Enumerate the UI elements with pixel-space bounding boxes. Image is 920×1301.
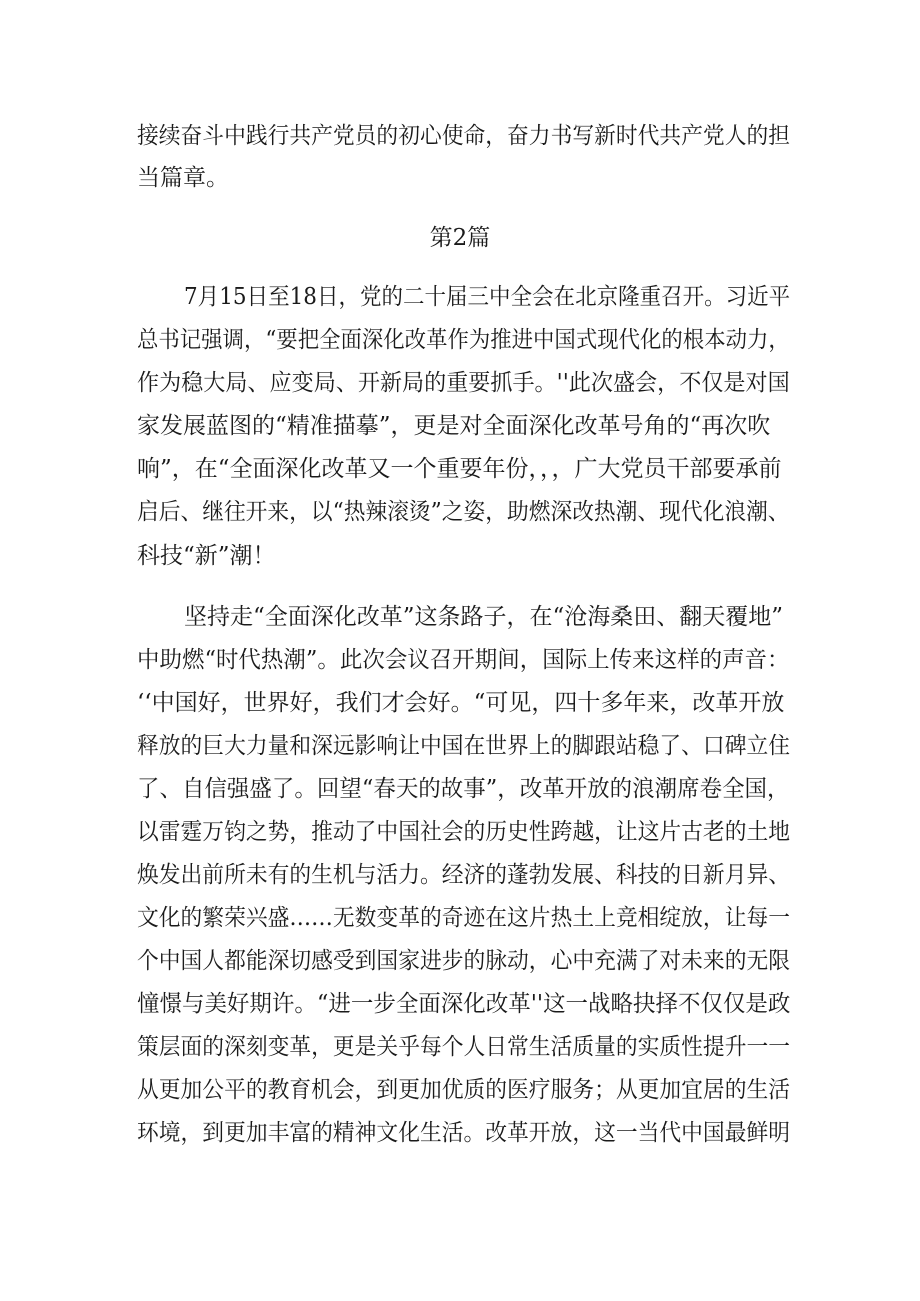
text-line: 总书记强调，“要把全面深化改革作为推进中国式现代化的根本动力， xyxy=(137,327,790,353)
text-line: 接续奋斗中践行共产党员的初心使命，奋力书写新时代共产党人的担 xyxy=(137,123,790,149)
text-line: 家发展蓝图的“精准描摹”，更是对全面深化改革号角的“再次吹 xyxy=(137,413,771,439)
text-line: 从更加公平的教育机会，到更加优质的医疗服务；从更加宜居的生活 xyxy=(137,1077,790,1103)
text-line: 释放的巨大力量和深远影响让中国在世界上的脚跟站稳了、口碑立住 xyxy=(137,733,790,759)
text-line: 文化的繁荣兴盛……无数变革的奇迹在这片热土上竞相绽放，让每一 xyxy=(137,905,790,931)
text-line: 焕发出前所未有的生机与活力。经济的蓬勃发展、科技的日新月异、 xyxy=(137,862,790,888)
text-line: 憧憬与美好期许。“进一步全面深化改革''这一战略抉择不仅仅是政 xyxy=(137,991,791,1017)
text-line: 7月15日至18日，党的二十届三中全会在北京隆重召开。习近平 xyxy=(184,284,791,310)
text-line: 中助燃“时代热潮”。此次会议召开期间，国际上传来这样的声音： xyxy=(137,647,790,673)
text-line: 作为稳大局、应变局、开新局的重要抓手。''此次盛会，不仅是对国 xyxy=(137,370,790,396)
text-line: 坚持走“全面深化改革”这条路子，在“沧海桑田、翻天覆地” xyxy=(184,604,784,630)
text-line: 策层面的深刻变革，更是关乎每个人日常生活质量的实质性提升一一 xyxy=(137,1034,790,1060)
section-title: 第2篇 xyxy=(429,225,491,251)
text-line: 个中国人都能深切感受到国家进步的脉动，心中充满了对未来的无限 xyxy=(137,948,790,974)
text-line: 环境，到更加丰富的精神文化生活。改革开放，这一当代中国最鲜明 xyxy=(137,1120,790,1146)
text-line: 响”，在“全面深化改革又一个重要年份，，，广大党员干部要承前 xyxy=(137,456,782,482)
text-line: 科技“新”潮！ xyxy=(137,543,276,569)
text-line: 启后、继往开来，以“热辣滚烫”之姿，助燃深改热潮、现代化浪潮、 xyxy=(137,499,790,525)
text-line: 以雷霆万钧之势，推动了中国社会的历史性跨越，让这片古老的土地 xyxy=(137,819,790,845)
text-line: 了、自信强盛了。回望“春天的故事”，改革开放的浪潮席卷全国， xyxy=(137,776,790,802)
text-line: ‘‘中国好，世界好，我们才会好。“可见，四十多年来，改革开放 xyxy=(137,690,785,716)
text-line: 当篇章。 xyxy=(137,165,229,191)
